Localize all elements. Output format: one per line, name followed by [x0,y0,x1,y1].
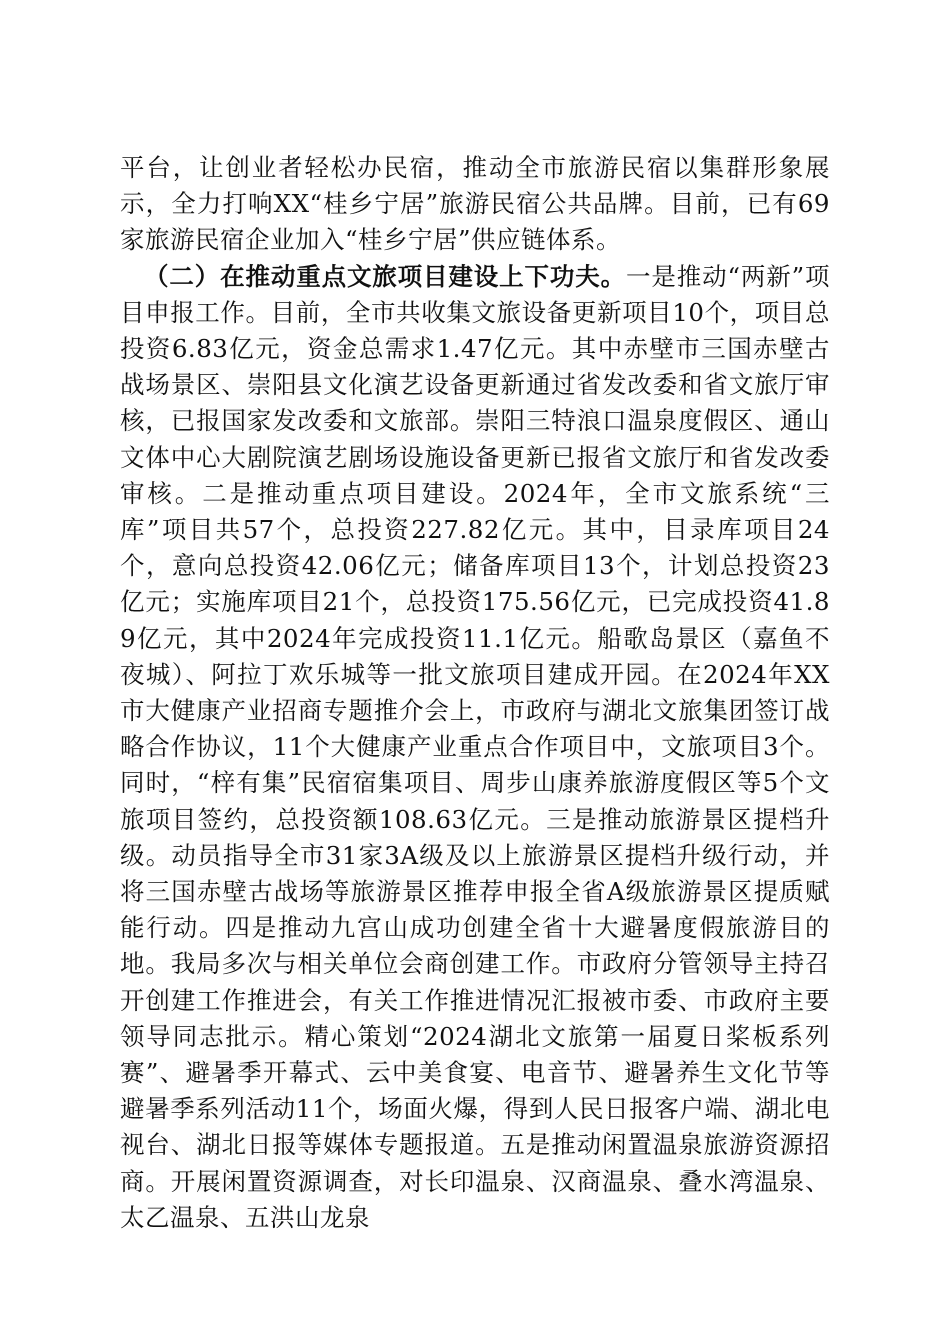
paragraph-section-two [120,259,830,1236]
section-heading: （二）在推动重点文旅项目建设上下功夫。 [144,261,626,291]
paragraph-continuation: 平台，让创业者轻松办民宿，推动全市旅游民宿以集群形象展示，全力打响XX“桂乡宁居”旅游民宿公共品牌。目前，已有69家旅游民宿企业加入“桂乡宁居”供应链体系。 [120,153,830,255]
document-body [120,150,830,1236]
section-body: 一是推动“两新”项目申报工作。目前，全市共收集文旅设备更新项目10个，项目总投资6.83亿元，资金总需求1.47亿元。其中赤壁市三国赤壁古战场景区、崇阳县文化演艺设备更新通过省发改委和省文旅厅审核，已报国家发改委和文旅部。崇阳三特浪口温泉度假区、通山文体中心大剧院演艺剧场设施设备更新已报省文旅厅和省发改委审核。二是推动重点项目建设。2024年，全市文旅系统“三库”项目共57个，总投资227.82亿元。其中，目录库项目24个，意向总投资42.06亿元；储备库项目13个，计划总投资23亿元；实施库项目21个，总投资175.56亿元，已完成投资41.89亿元，其中2024年完成投资11.1亿元。船歌岛景区（嘉鱼不夜城）、阿拉丁欢乐城等一批文旅项目建成开园。在2024年XX市大健康产业招商专题推介会上，市政府与湖北文旅集团签订战略合作协议，11个大健康产业重点合作项目中，文旅项目3个。同时，“梓有集”民宿宿集项目、周步山康养旅游度假区等5个文旅项目签约，总投资额108.63亿元。三是推动旅游景区提档升级。动员指导全市31家3A级及以上旅游景区提档升级行动，并将三国赤壁古战场等旅游景区推荐申报全省A级旅游景区提质赋能行动。四是推动九宫山成功创建全省十大避暑度假旅游目的地。我局多次与相关单位会商创建工作。市政府分管领导主持召开创建工作推进会，有关工作推进情况汇报被市委、市政府主要领导同志批示。精心策划“2024湖北文旅第一届夏日桨板系列赛”、避暑季开幕式、云中美食宴、电音节、避暑养生文化节等避暑季系列活动11个，场面火爆，得到人民日报客户端、湖北电视台、湖北日报等媒体专题报道。五是推动闲置温泉旅游资源招商。开展闲置资源调查，对长印温泉、汉商温泉、叠水湾温泉、太乙温泉、五洪山龙泉 [120,261,830,1232]
